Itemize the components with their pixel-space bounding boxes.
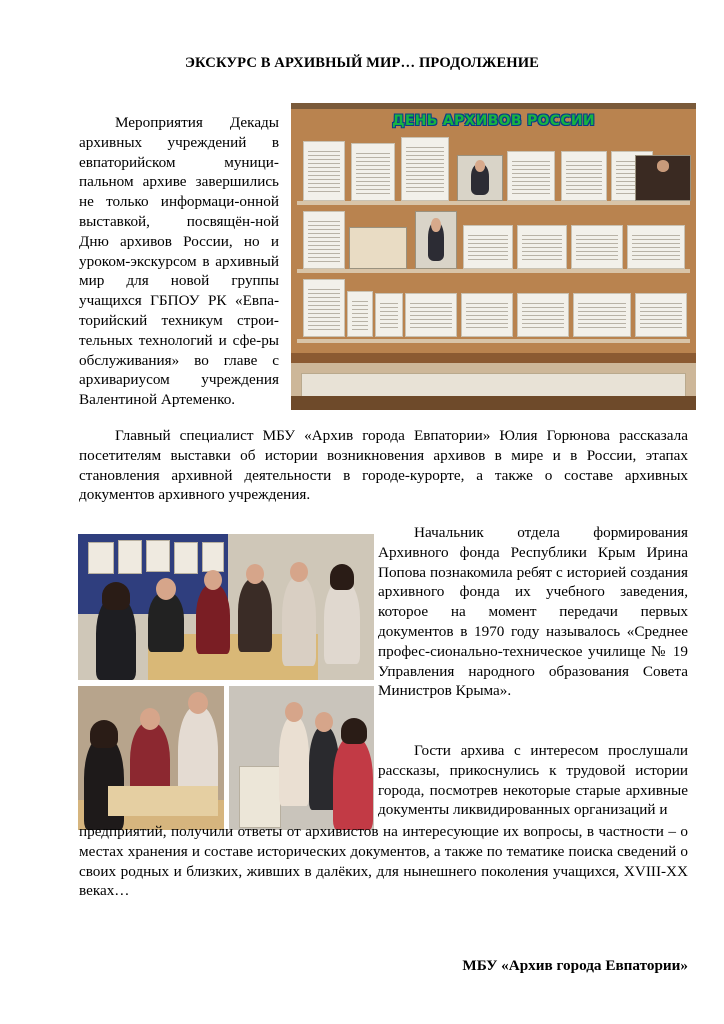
- exhibition-banner-text: ДЕНЬ АРХИВОВ РОССИИ: [392, 113, 595, 129]
- page-title: ЭКСКУРС В АРХИВНЫЙ МИР… ПРОДОЛЖЕНИЕ: [184, 55, 540, 71]
- exhibition-photo: [291, 103, 696, 410]
- body-paragraph-4-start: Гости архива с интересом прослушали рассказы, прикоснулись к трудовой истории города, посмотрев некоторые старые архивные документы ликвидированных организаций и: [378, 742, 688, 819]
- body-paragraph-2: Главный специалист МБУ «Архив города Евпатории» Юлия Горюнова рассказала посетителям выставки об истории возникновения архивов в мире и в России, этапах становления архивной деятельности в городе-курорте, а также о составе архивных документов архивного учреждения.: [79, 427, 688, 504]
- intro-paragraph: Мероприятия Декады архивных учреждений в евпаторийском муници-пальном архиве завершились не только информаци-онной выставкой, посвящён-ной Дню архивов России, но и уроком-экскурсом в архивный мир для новой группы учащихся ГБПОУ РК «Евпа-торийский техникум строи-тельных технологий и сфе-ры обслуживания» во главе с архивариусом учреждения Валентиной Артеменко.: [79, 114, 279, 409]
- body-paragraph-3: Начальник отдела формирования Архивного фонда Республики Крым Ирина Попова познакомила ребят с историей создания архивного фонда их учебного заведения, которое на момент передачи первых документов в 1970 году называлось «Среднее профес-сионально-техническое училище № 19 Управления народного образования Совета Министров Крыма».: [378, 524, 688, 700]
- group-photo-1: [78, 534, 374, 680]
- body-paragraph-4-end: предприятий, получили ответы от архивистов на интересующие их вопросы, в частности – о местах хранения и составе исторических документов, а также по тематике поиска сведений о своих родных и близких, живших в далёких, для нынешнего поколения учащихся, XVIII-XX веках…: [79, 823, 688, 900]
- signature: МБУ «Архив города Евпатории»: [462, 957, 688, 974]
- group-photo-3: [229, 686, 374, 830]
- group-photo-2: [78, 686, 224, 830]
